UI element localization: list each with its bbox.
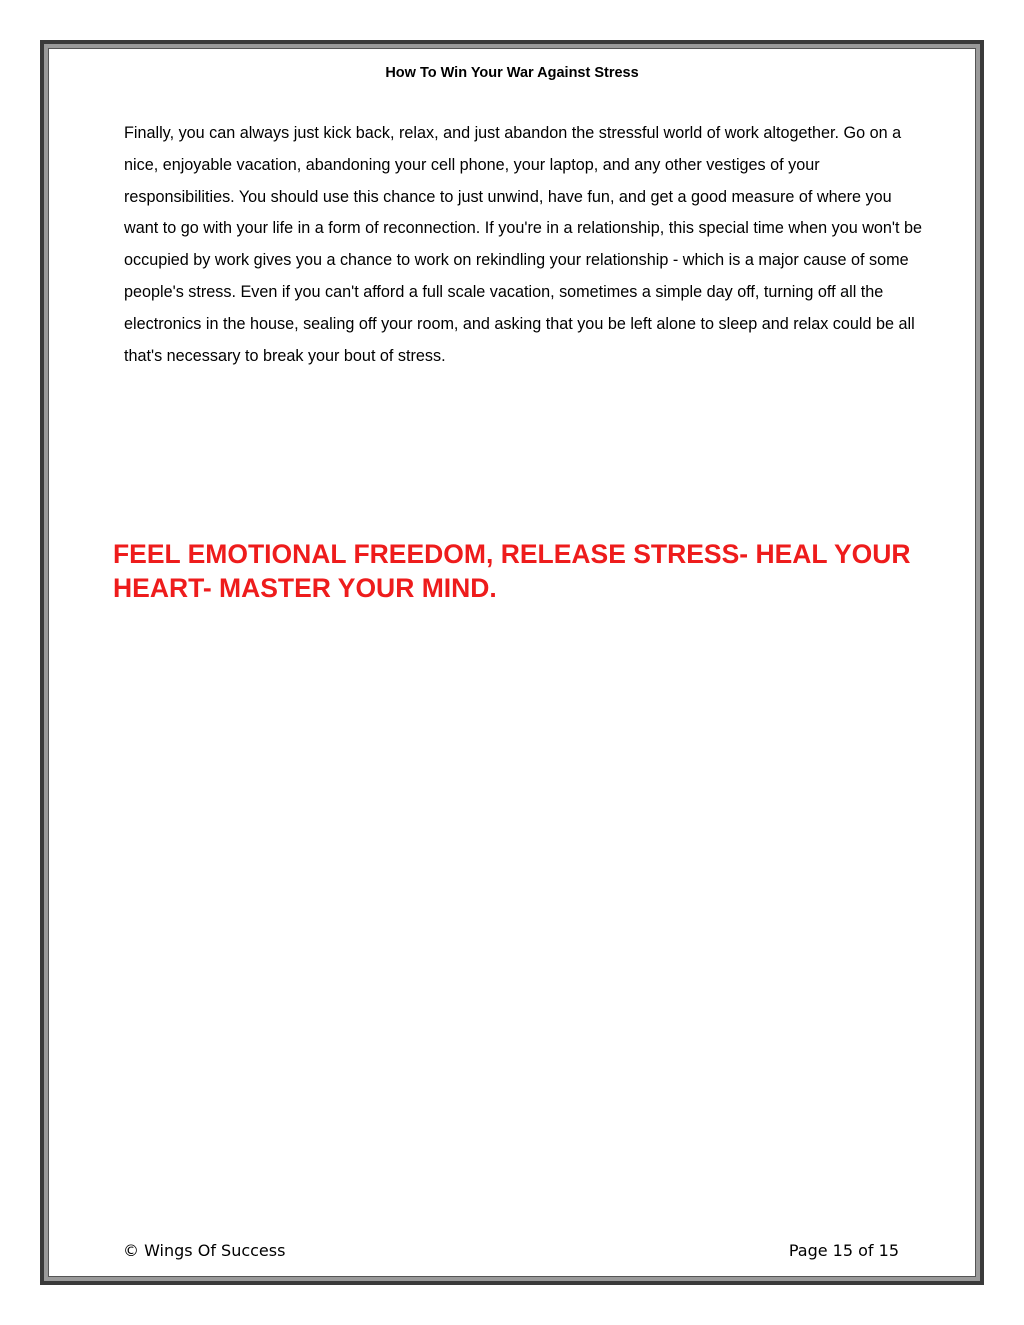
- page-frame: [40, 40, 984, 1285]
- promo-headline-link[interactable]: FEEL EMOTIONAL FREEDOM, RELEASE STRESS- HEAL YOUR HEART- MASTER YOUR MIND.: [113, 539, 911, 603]
- page-content: [48, 48, 976, 1277]
- body-paragraph: Finally, you can always just kick back, relax, and just abandon the stressful world of work altogether. Go on a nice, enjoyable vacation, abandoning your cell phone, your laptop, and any other vestiges of your responsibilities. You should use this chance to just unwind, have fun, and get a good measure of where you want to go with your life in a form of reconnection. If you're in a relationship, this special time when you won't be occupied by work gives you a chance to work on rekindling your relationship - which is a major cause of some people's stress. Even if you can't afford a full scale vacation, sometimes a simple day off, turning off all the electronics in the house, sealing off your room, and asking that you be left alone to sleep and relax could be all that's necessary to break your bout of stress.: [124, 124, 922, 365]
- running-header: How To Win Your War Against Stress: [385, 65, 639, 81]
- footer-page-number: Page 15 of 15: [788, 1241, 899, 1260]
- footer-copyright: © Wings Of Success: [123, 1241, 286, 1260]
